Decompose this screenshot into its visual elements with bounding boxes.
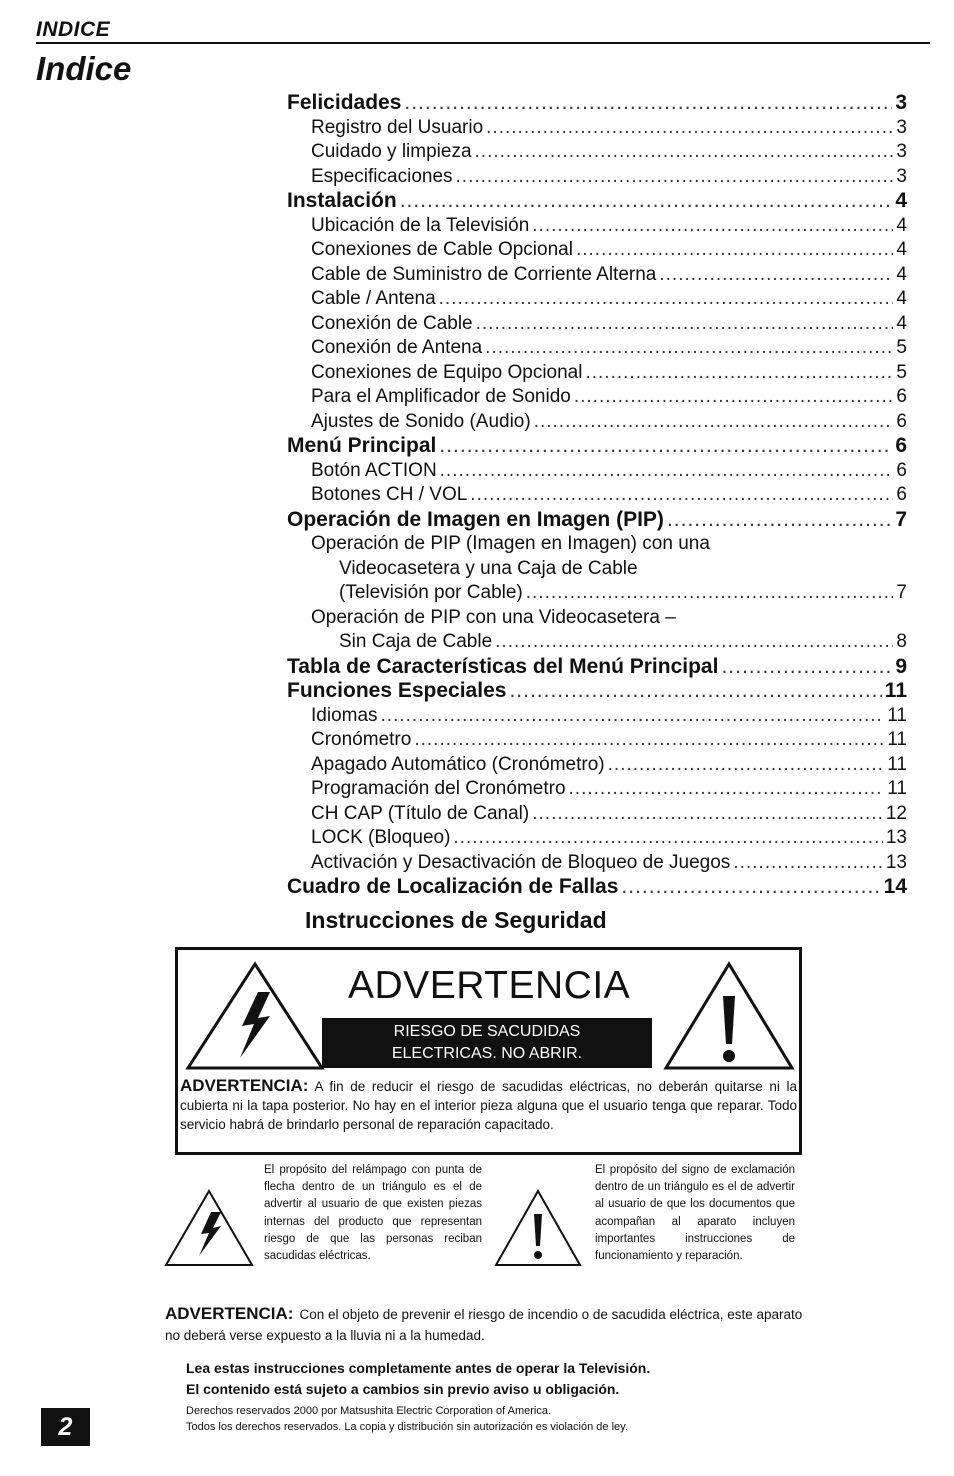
exclamation-explanation: El propósito del signo de exclamación dentro de un triángulo es el de advertir al usuario de que los documentos que acompañan al aparato incluyen importantes instrucciones de funcionamiento y reparación. xyxy=(595,1164,795,1263)
header-rule xyxy=(36,42,930,44)
toc-section xyxy=(287,189,907,214)
toc-entry-title: Instalación xyxy=(287,189,397,212)
toc-section xyxy=(287,434,907,459)
toc-leader-dots xyxy=(574,385,894,410)
toc-entry-title: Conexión de Antena xyxy=(311,337,483,358)
toc-page-number: 12 xyxy=(885,802,907,824)
toc-leader-dots xyxy=(608,753,885,778)
toc-leader-dots xyxy=(486,116,893,141)
toc-entry-title: Menú Principal xyxy=(287,434,437,457)
toc-item xyxy=(287,826,907,851)
toc-leader-dots xyxy=(495,630,893,655)
toc-item xyxy=(287,581,907,606)
lightning-explanation: El propósito del relámpago con punta de flecha dentro de un triángulo es el de advertir al usuario de que existen piezas internas del producto que representan riesgo de que las personas reciban sacudidas eléctricas. xyxy=(264,1164,482,1263)
toc-item xyxy=(287,851,907,876)
exclamation-triangle-icon xyxy=(662,960,796,1072)
toc-leader-dots xyxy=(400,189,893,214)
second-warning-text: Con el objeto de prevenir el riesgo de incendio o de sacudida eléctrica, este aparato no deberá verse expuesto a la lluvia ni a la humedad. xyxy=(165,1307,803,1343)
toc-page-number: 9 xyxy=(895,654,907,678)
toc-page-number: 4 xyxy=(896,239,907,260)
toc-entry-title: Operación de Imagen en Imagen (PIP) xyxy=(287,507,664,531)
toc-leader-dots xyxy=(576,238,893,263)
toc-leader-dots xyxy=(439,434,892,459)
toc-entry-title: LOCK (Bloqueo) xyxy=(311,827,451,848)
toc-page-number: 5 xyxy=(896,337,907,358)
toc-page-number: 11 xyxy=(887,753,907,775)
toc-page-number: 13 xyxy=(885,827,907,848)
toc-entry-title: Cuadro de Localización de Fallas xyxy=(287,875,619,898)
warning-box xyxy=(175,947,802,1155)
toc-item xyxy=(287,704,907,729)
table-of-contents xyxy=(287,91,907,900)
toc-item xyxy=(287,361,907,386)
toc-entry-title: Registro del Usuario xyxy=(311,116,484,138)
toc-leader-dots xyxy=(414,728,884,753)
toc-page-number: 6 xyxy=(896,459,907,481)
toc-page-number: 3 xyxy=(896,141,907,162)
note-line-2: El contenido está sujeto a cambios sin previo aviso u obligación. xyxy=(186,1381,620,1397)
toc-entry-title: Sin Caja de Cable xyxy=(339,631,493,652)
toc-page-number: 11 xyxy=(884,679,907,702)
toc-item xyxy=(287,459,907,484)
toc-page-number: 4 xyxy=(896,263,907,285)
toc-entry-title: Idiomas xyxy=(311,704,378,726)
toc-item xyxy=(287,116,907,141)
banner-line-2: ELECTRICAS. NO ABRIR. xyxy=(391,1045,583,1062)
toc-page-number: 11 xyxy=(887,704,907,726)
toc-leader-dots xyxy=(485,336,893,361)
lightning-triangle-icon xyxy=(184,960,326,1072)
toc-entry-title: Programación del Cronómetro xyxy=(311,778,566,799)
toc-leader-dots xyxy=(621,875,880,900)
toc-page-number: 3 xyxy=(896,165,907,187)
warning-title: ADVERTENCIA xyxy=(348,964,631,1007)
toc-item xyxy=(287,630,907,655)
toc-item xyxy=(287,557,907,582)
toc-item xyxy=(287,312,907,337)
toc-item xyxy=(287,410,907,435)
toc-page-number: 4 xyxy=(896,288,907,309)
toc-leader-dots xyxy=(569,777,885,802)
toc-page-number: 4 xyxy=(896,214,907,236)
toc-item xyxy=(287,385,907,410)
warning-paragraph xyxy=(180,1076,797,1134)
toc-entry-title: Funciones Especiales xyxy=(287,679,507,702)
toc-entry-title: Tabla de Características del Menú Principal xyxy=(287,654,719,678)
toc-page-number: 6 xyxy=(896,410,907,432)
toc-leader-dots xyxy=(381,704,885,729)
toc-item xyxy=(287,777,907,802)
toc-entry-title: Activación y Desactivación de Bloqueo de Juegos xyxy=(311,851,731,873)
toc-leader-dots xyxy=(534,410,894,435)
toc-section xyxy=(287,679,907,704)
toc-item xyxy=(287,532,907,557)
toc-page-number: 7 xyxy=(896,582,907,603)
rights-line-1: Derechos reservados 2000 por Matsushita Electric Corporation of America. xyxy=(186,1405,552,1417)
toc-item xyxy=(287,263,907,288)
toc-leader-dots xyxy=(532,214,893,239)
toc-page-number: 3 xyxy=(895,91,907,114)
toc-entry-title: Cuidado y limpieza xyxy=(311,141,472,162)
toc-page-number: 14 xyxy=(883,875,907,898)
toc-leader-dots xyxy=(440,459,894,484)
reading-note xyxy=(186,1358,826,1400)
toc-page-number: 6 xyxy=(896,386,907,407)
toc-item xyxy=(287,483,907,508)
toc-entry-title: Especificaciones xyxy=(311,165,453,187)
toc-entry-title: CH CAP (Título de Canal) xyxy=(311,802,530,824)
second-warning xyxy=(165,1303,805,1346)
toc-entry-title: Felicidades xyxy=(287,91,402,114)
note-line-1: Lea estas instrucciones completamente antes de operar la Televisión. xyxy=(186,1360,651,1376)
toc-item xyxy=(287,728,907,753)
toc-leader-dots xyxy=(733,851,883,876)
copyright-notice xyxy=(186,1403,826,1435)
toc-leader-dots xyxy=(585,361,893,386)
toc-entry-title: Botones CH / VOL xyxy=(311,484,468,505)
toc-leader-dots xyxy=(532,802,883,827)
toc-item xyxy=(287,336,907,361)
rights-line-2: Todos los derechos reservados. La copia y distribución sin autorización es violación de ley. xyxy=(186,1421,628,1433)
toc-page-number: 5 xyxy=(896,361,907,383)
toc-page-number: 6 xyxy=(896,484,907,505)
toc-item xyxy=(287,606,907,631)
toc-item xyxy=(287,238,907,263)
toc-leader-dots xyxy=(667,508,892,533)
exclamation-triangle-icon xyxy=(493,1188,583,1268)
running-header: INDICE xyxy=(36,18,111,41)
toc-entry-title: Cable de Suministro de Corriente Alterna xyxy=(311,263,657,285)
toc-entry-title: Conexiones de Equipo Opcional xyxy=(311,361,583,383)
toc-section xyxy=(287,655,907,680)
page-title: Indice xyxy=(36,50,132,87)
toc-page-number: 3 xyxy=(896,116,907,138)
toc-page-number: 11 xyxy=(887,778,907,799)
toc-entry-title: Operación de PIP con una Videocasetera – xyxy=(311,606,676,628)
toc-leader-dots xyxy=(453,826,882,851)
warning-lead: ADVERTENCIA: xyxy=(180,1076,309,1095)
toc-leader-dots xyxy=(509,679,881,704)
toc-page-number: 4 xyxy=(895,189,907,212)
toc-leader-dots xyxy=(439,287,894,312)
toc-page-number: 13 xyxy=(885,851,907,873)
toc-item xyxy=(287,140,907,165)
toc-entry-title: Cronómetro xyxy=(311,729,412,750)
toc-entry-title: Operación de PIP (Imagen en Imagen) con una xyxy=(311,533,710,554)
toc-page-number: 4 xyxy=(896,312,907,334)
toc-leader-dots xyxy=(404,91,892,116)
warning-text: A fin de reducir el riesgo de sacudidas eléctricas, no deberán quitarse ni la cubierta ni la tapa posterior. No hay en el interior pieza alguna que el usuario tenga que reparar. Todo servicio habrá de brindarlo personal de reparación capacitado. xyxy=(180,1079,797,1132)
toc-leader-dots xyxy=(456,165,894,190)
toc-leader-dots xyxy=(476,312,894,337)
toc-entry-title: (Televisión por Cable) xyxy=(339,582,523,603)
second-warning-lead: ADVERTENCIA: xyxy=(165,1304,294,1323)
toc-entry-title: Para el Amplificador de Sonido xyxy=(311,386,571,407)
toc-entry-title: Cable / Antena xyxy=(311,288,436,309)
toc-entry-title: Apagado Automático (Cronómetro) xyxy=(311,753,605,775)
page-number: 2 xyxy=(41,1408,90,1446)
toc-page-number: 8 xyxy=(896,631,907,652)
toc-item xyxy=(287,802,907,827)
toc-entry-title: Ubicación de la Televisión xyxy=(311,214,530,236)
toc-entry-title: Conexión de Cable xyxy=(311,312,473,334)
toc-page-number: 6 xyxy=(895,434,907,457)
toc-item xyxy=(287,287,907,312)
lightning-triangle-icon xyxy=(163,1188,255,1268)
toc-item xyxy=(287,214,907,239)
toc-entry-title: Conexiones de Cable Opcional xyxy=(311,239,573,260)
toc-item xyxy=(287,165,907,190)
toc-page-number: 11 xyxy=(887,729,907,750)
toc-leader-dots xyxy=(526,581,894,606)
toc-entry-title: Videocasetera y una Caja de Cable xyxy=(339,557,638,579)
shock-risk-banner xyxy=(322,1018,652,1068)
toc-leader-dots xyxy=(470,483,893,508)
toc-page-number: 7 xyxy=(895,507,907,531)
toc-section xyxy=(287,875,907,900)
toc-entry-title: Ajustes de Sonido (Audio) xyxy=(311,410,531,432)
toc-leader-dots xyxy=(721,655,892,680)
toc-leader-dots xyxy=(475,140,894,165)
toc-item xyxy=(287,753,907,778)
toc-leader-dots xyxy=(659,263,893,288)
toc-section xyxy=(287,508,907,533)
banner-line-1: RIESGO DE SACUDIDAS xyxy=(393,1023,581,1040)
toc-section xyxy=(287,91,907,116)
toc-entry-title: Botón ACTION xyxy=(311,459,437,481)
safety-section-title: Instrucciones de Seguridad xyxy=(305,907,607,933)
